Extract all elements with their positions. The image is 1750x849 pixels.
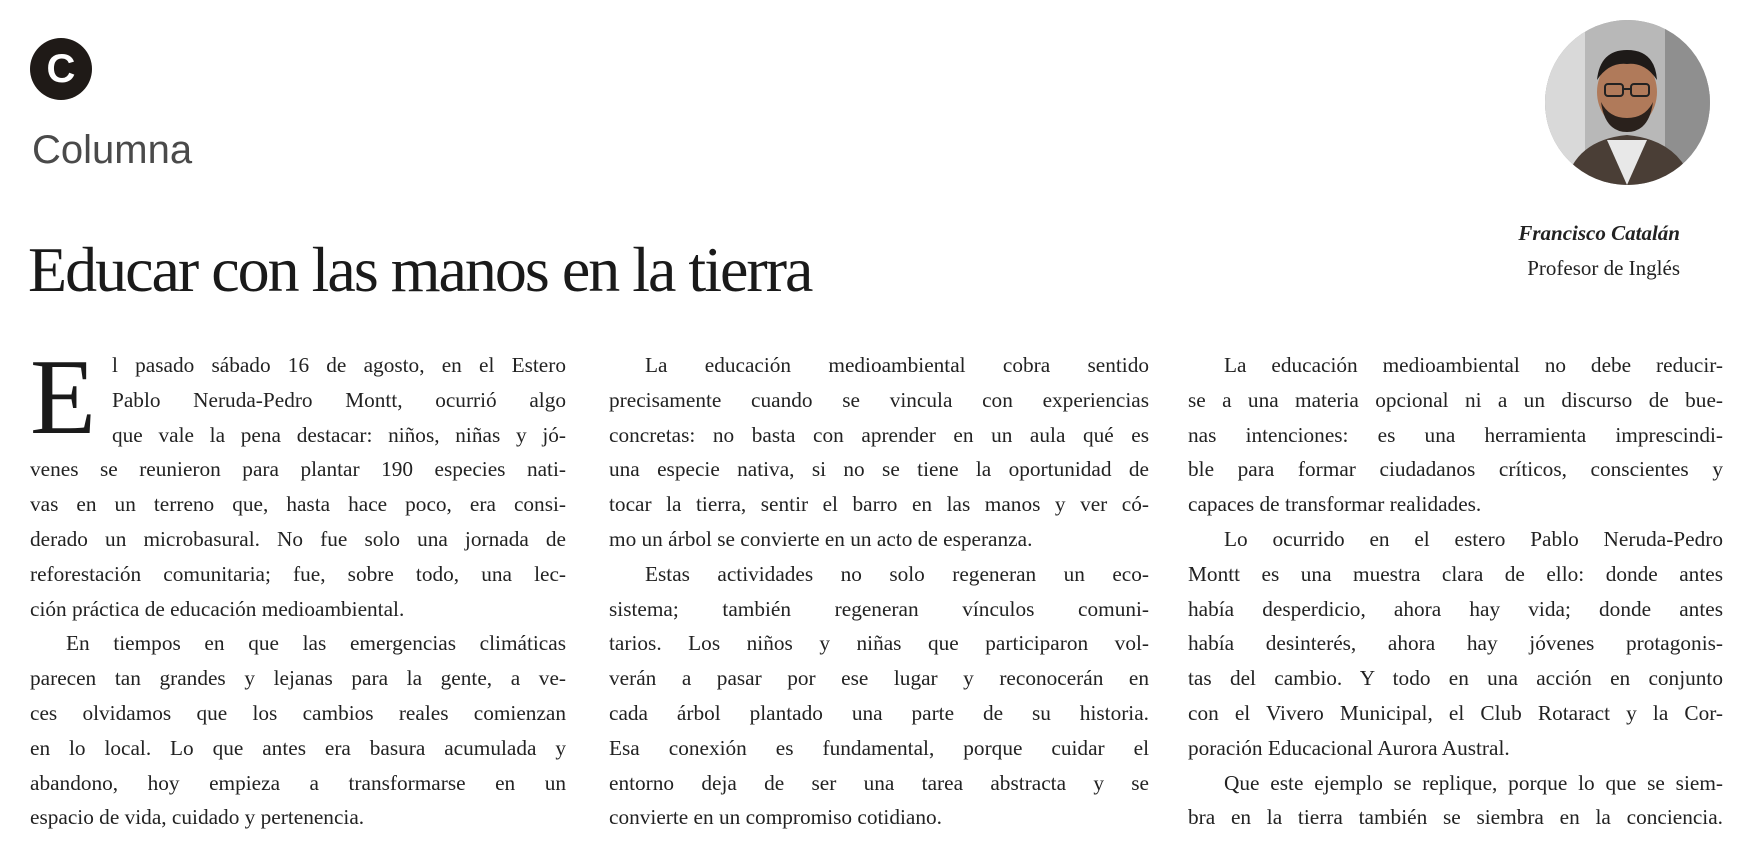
text-line: abandono, hoy empieza a transformarse en un (30, 770, 566, 795)
text-line: Que este ejemplo se replique, porque lo que se siem- (1224, 770, 1723, 795)
text-line: Estas actividades no solo regeneran un eco- (645, 561, 1149, 586)
text-line: tas del cambio. Y todo en una acción en conjunto (1188, 666, 1723, 691)
text-line: cada árbol plantado una parte de su historia. (609, 700, 1149, 725)
text-line: poración Educacional Aurora Austral. (1188, 735, 1510, 760)
text-line: en lo local. Lo que antes era basura acumulada y (30, 735, 566, 760)
text-line: espacio de vida, cuidado y pertenencia. (30, 805, 365, 830)
text-line: que vale la pena destacar: niños, niñas y jó- (112, 422, 566, 447)
text-line: convierte en un compromiso cotidiano. (609, 805, 942, 830)
section-label: Columna (32, 128, 193, 172)
author-name: Francisco Catalán (1518, 221, 1680, 245)
text-line: La educación medioambiental cobra sentido (645, 353, 1149, 377)
text-line: Montt es una muestra clara de ello: donde antes (1188, 561, 1723, 586)
article-column-1 (30, 338, 566, 835)
article-headline: Educar con las manos en la tierra (28, 234, 812, 305)
text-line: tarios. Los niños y niñas que participaron vol- (609, 631, 1149, 656)
text-line: verán a pasar por ese lugar y reconocerán en (609, 666, 1149, 691)
text-line: venes se reunieron para plantar 190 especies nati- (30, 457, 566, 482)
drop-cap: E (30, 338, 96, 457)
text-line: En tiempos en que las emergencias climáticas (66, 631, 566, 656)
text-line: concretas: no basta con aprender en un aula qué es (609, 422, 1149, 447)
text-line: entorno deja de ser una tarea abstracta y se (609, 770, 1149, 795)
text-line: precisamente cuando se vincula con experiencias (609, 387, 1149, 412)
author-role: Profesor de Inglés (1527, 256, 1680, 280)
text-line: reforestación comunitaria; fue, sobre todo, una lec- (30, 561, 566, 586)
author-photo (1545, 20, 1710, 185)
text-line: con el Vivero Municipal, el Club Rotaract y la Cor- (1188, 700, 1723, 725)
text-line: ble para formar ciudadanos críticos, conscientes y (1188, 457, 1723, 482)
text-line: vas en un terreno que, hasta hace poco, era consi- (30, 492, 566, 517)
text-line: sistema; también regeneran vínculos comuni- (609, 596, 1149, 621)
text-line: ces olvidamos que los cambios reales comienzan (30, 700, 566, 725)
text-line: Pablo Neruda-Pedro Montt, ocurrió algo (112, 387, 566, 412)
text-line: La educación medioambiental no debe reducir- (1224, 353, 1723, 377)
text-line: ción práctica de educación medioambiental. (30, 596, 405, 621)
text-line: derado un microbasural. No fue solo una jornada de (30, 526, 566, 551)
text-line: había desinterés, ahora hay jóvenes protagonis- (1188, 631, 1723, 656)
text-line: l pasado sábado 16 de agosto, en el Estero (112, 353, 566, 377)
article-column-2 (609, 348, 1149, 835)
text-line: una especie nativa, si no se tiene la oportunidad de (609, 457, 1149, 482)
author-portrait-icon (1545, 20, 1710, 185)
text-line: capaces de transformar realidades. (1188, 492, 1482, 517)
text-line: tocar la tierra, sentir el barro en las manos y ver có- (609, 492, 1149, 517)
text-line: nas intenciones: es una herramienta imprescindi- (1188, 422, 1723, 447)
section-badge: C (30, 38, 92, 100)
article-column-3 (1188, 348, 1723, 835)
text-line: se a una materia opcional ni a un discurso de bue- (1188, 387, 1723, 412)
text-line: Esa conexión es fundamental, porque cuidar el (609, 735, 1149, 760)
text-line: parecen tan grandes y lejanas para la gente, a ve- (30, 666, 566, 691)
text-line: Lo ocurrido en el estero Pablo Neruda-Pedro (1224, 526, 1723, 551)
text-line: había desperdicio, ahora hay vida; donde antes (1188, 596, 1723, 621)
text-line: mo un árbol se convierte en un acto de esperanza. (609, 526, 1033, 551)
text-line: bra en la tierra también se siembra en la conciencia. (1188, 805, 1723, 830)
